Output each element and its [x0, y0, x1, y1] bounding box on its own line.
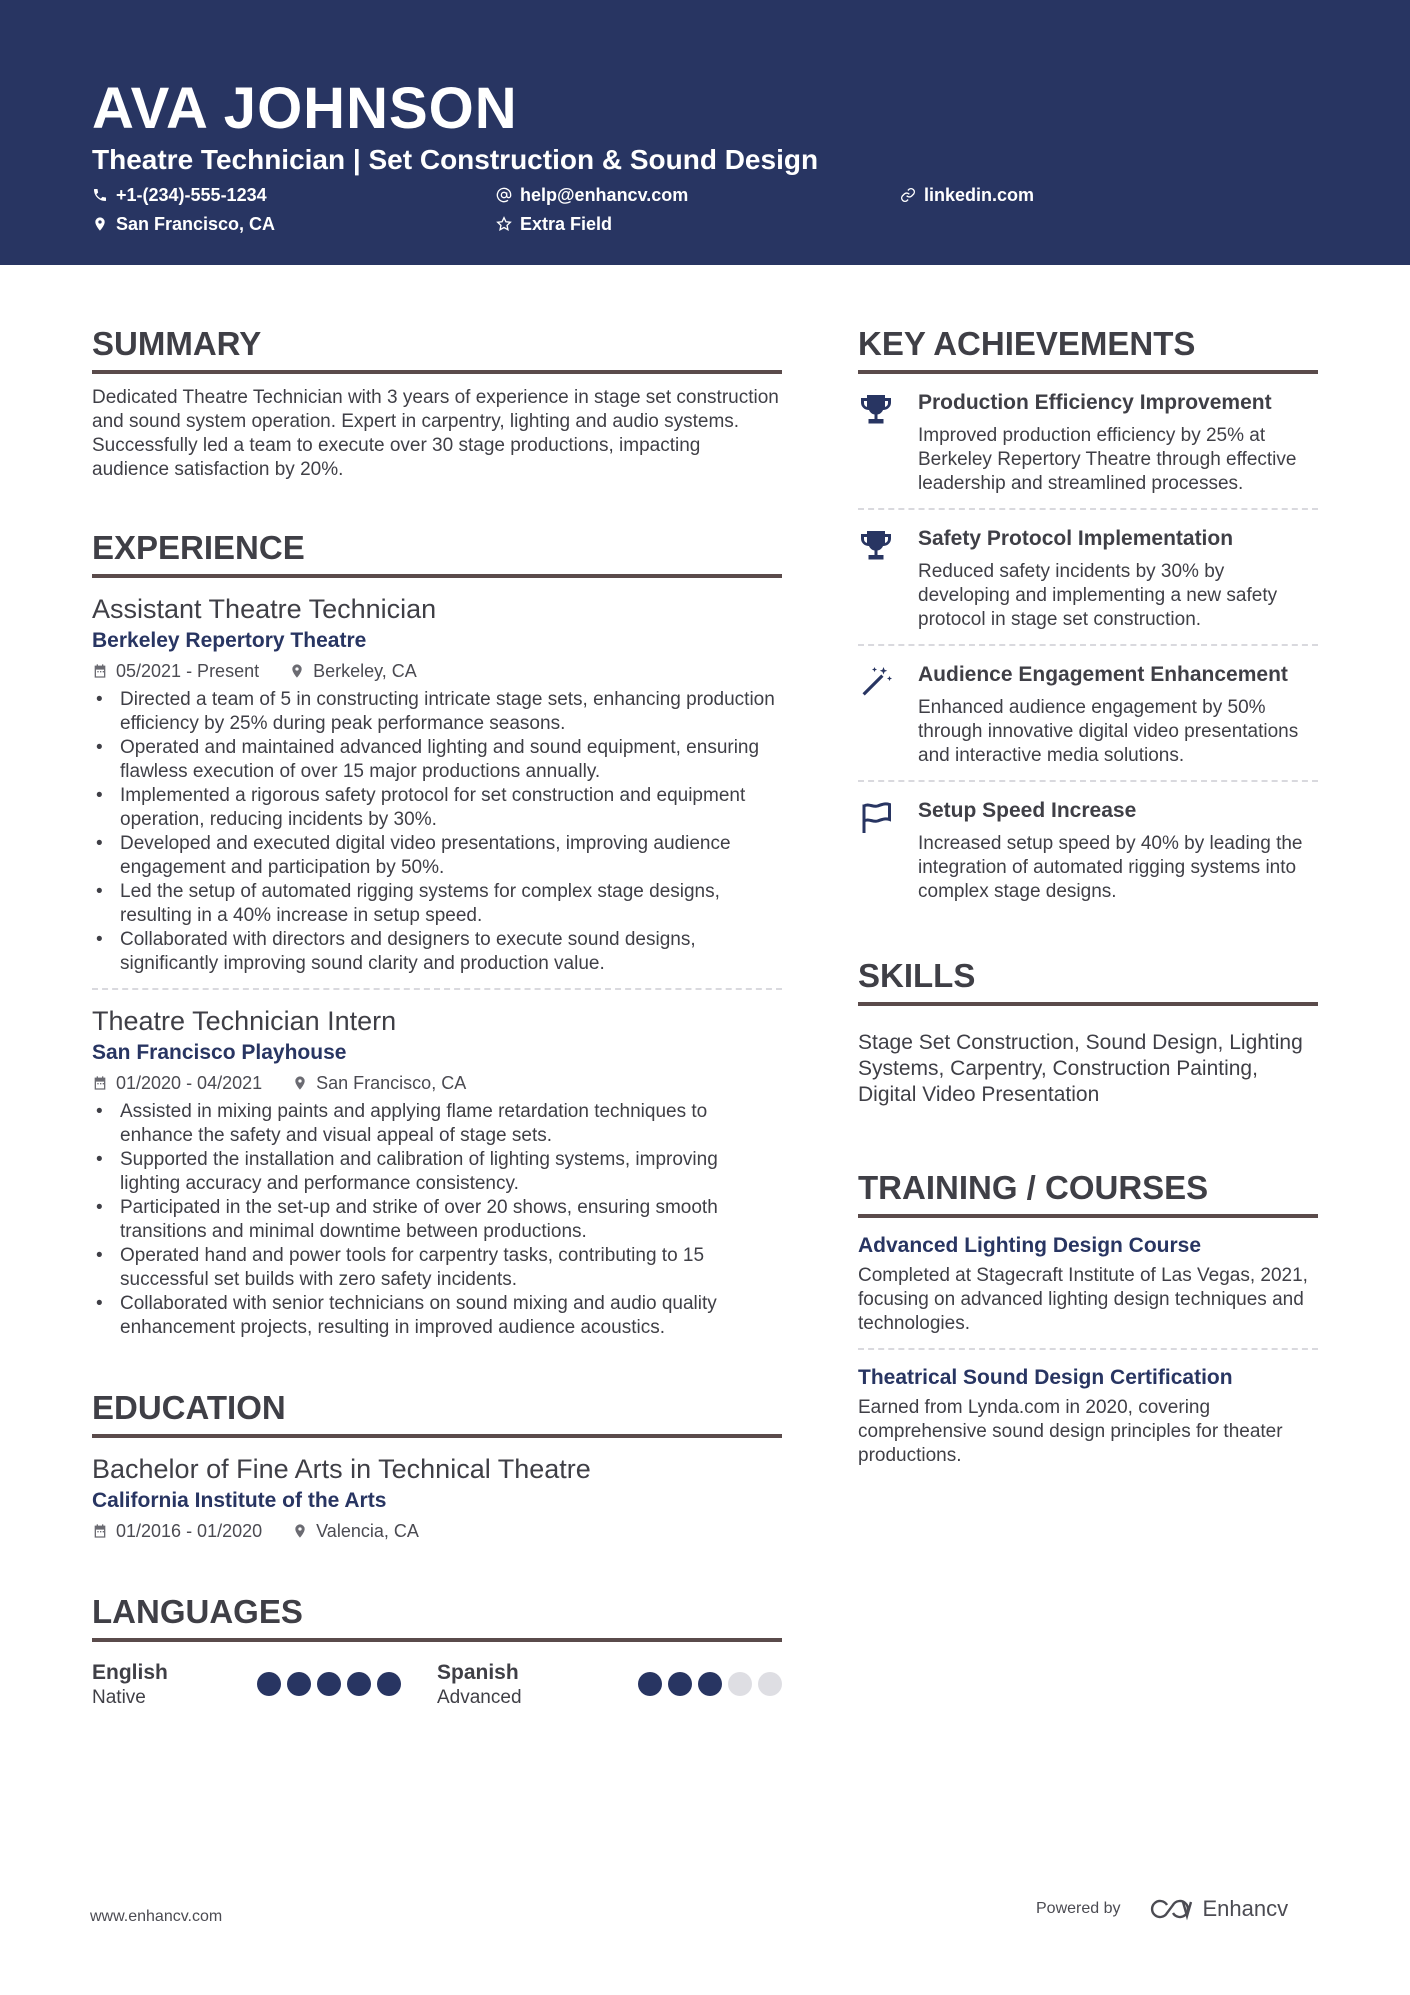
course-title: Advanced Lighting Design Course	[858, 1234, 1202, 1257]
linkedin-text: linkedin.com	[924, 185, 1035, 205]
course-desc: Earned from Lynda.com in 2020, covering comprehensive sound design principles for theater productions.	[858, 1397, 1283, 1466]
job-bullets	[92, 1100, 782, 1340]
course-desc: Completed at Stagecraft Institute of Las Vegas, 2021, focusing on advanced lighting design techniques and technologies.	[858, 1265, 1308, 1334]
achievement-desc: Reduced safety incidents by 30% by developing and implementing a new safety protocol in stage set construction.	[918, 561, 1278, 630]
summary-section	[92, 320, 782, 482]
language-rating	[638, 1660, 782, 1710]
languages-section	[92, 1588, 782, 1710]
summary-text: Dedicated Theatre Technician with 3 years of experience in stage set construction and sound system operation. Expert in carpentry, lighting and audio systems. Successfully led a team to execute over 30 stage productions, impacting audience satisfaction by 20%.	[92, 387, 779, 480]
enhancv-logo-icon	[1147, 1896, 1193, 1922]
contact-phone[interactable]	[92, 183, 267, 207]
rating-dot	[638, 1672, 662, 1696]
summary-heading: SUMMARY	[92, 320, 782, 374]
languages-list	[92, 1660, 782, 1710]
language-name: Spanish	[437, 1661, 519, 1684]
job-bullet: • Participated in the set-up and strike of over 20 shows, ensuring smooth transitions and minimal downtime between productions.	[92, 1196, 782, 1244]
languages-heading: LANGUAGES	[92, 1588, 782, 1642]
location-pin-icon	[292, 1075, 308, 1091]
achievement-title: Audience Engagement Enhancement	[918, 663, 1288, 686]
powered-by-text: Powered by	[1036, 1900, 1121, 1917]
language-name: English	[92, 1661, 168, 1684]
job-meta	[92, 1070, 782, 1096]
job-bullet: • Assisted in mixing paints and applying flame retardation techniques to enhance the safety and visual appeal of stage sets.	[92, 1100, 782, 1148]
job-bullet: • Operated hand and power tools for carpentry tasks, contributing to 15 successful set builds with zero safety incidents.	[92, 1244, 782, 1292]
contact-linkedin[interactable]	[900, 183, 1034, 207]
phone-text: +1-(234)-555-1234	[116, 185, 267, 205]
divider	[92, 988, 782, 990]
job-title: Theatre Technician Intern	[92, 1006, 397, 1036]
job-bullet: • Operated and maintained advanced lighting and sound equipment, ensuring flawless execution of over 15 major productions annually.	[92, 736, 782, 784]
contact-email[interactable]	[496, 183, 688, 207]
job-bullet: • Led the setup of automated rigging systems for complex stage designs, resulting in a 40% increase in setup speed.	[92, 880, 782, 928]
location-pin-icon	[92, 216, 108, 232]
rating-dot	[317, 1672, 341, 1696]
resume-header	[0, 0, 1410, 265]
education-entry	[92, 1452, 782, 1544]
extra-text: Extra Field	[520, 214, 613, 234]
achievements-section	[858, 320, 1318, 916]
school-name: California Institute of the Arts	[92, 1489, 387, 1512]
job-bullet: • Supported the installation and calibration of lighting systems, improving lighting accuracy and performance consistency.	[92, 1148, 782, 1196]
achievement-title: Setup Speed Increase	[918, 799, 1137, 822]
right-column	[858, 320, 1318, 1480]
location-pin-icon	[292, 1523, 308, 1539]
brand-name: Enhancv	[1202, 1896, 1289, 1921]
rating-dot	[347, 1672, 371, 1696]
location-text: San Francisco, CA	[116, 214, 276, 234]
magic-wand-icon	[858, 664, 894, 700]
job-dates: 01/2020 - 04/2021	[116, 1073, 263, 1093]
education-location-text: Valencia, CA	[316, 1521, 419, 1541]
job-location	[289, 658, 417, 684]
training-section	[858, 1164, 1318, 1480]
job-dates: 05/2021 - Present	[116, 661, 260, 681]
language-item	[437, 1660, 782, 1710]
link-icon	[900, 187, 916, 203]
education-meta	[92, 1518, 782, 1544]
education-section	[92, 1384, 782, 1544]
trophy-icon	[858, 528, 894, 564]
trophy-icon	[858, 392, 894, 428]
skills-text: Stage Set Construction, Sound Design, Lighting Systems, Carpentry, Construction Painting, Digital Video Presentation	[858, 1031, 1303, 1106]
company-name: San Francisco Playhouse	[92, 1041, 347, 1064]
calendar-icon	[92, 1523, 108, 1539]
course-title: Theatrical Sound Design Certification	[858, 1366, 1233, 1389]
job-location-text: San Francisco, CA	[316, 1073, 467, 1093]
job-bullet: • Collaborated with senior technicians on sound mixing and audio quality enhancement projects, resulting in improved audience acoustics.	[92, 1292, 782, 1340]
achievement-desc: Enhanced audience engagement by 50% through innovative digital video presentations and interactive media solutions.	[918, 697, 1299, 766]
job-bullet: • Collaborated with directors and designers to execute sound designs, significantly improving sound clarity and production value.	[92, 928, 782, 976]
rating-dot	[287, 1672, 311, 1696]
footer-branding[interactable]	[1036, 1896, 1288, 1922]
job-entry	[92, 1004, 782, 1340]
course-item	[858, 1218, 1318, 1350]
skills-section	[858, 952, 1318, 1108]
rating-dot	[668, 1672, 692, 1696]
brand-logo	[1147, 1896, 1289, 1922]
education-dates: 01/2016 - 01/2020	[116, 1521, 263, 1541]
job-title: Assistant Theatre Technician	[92, 594, 437, 624]
experience-section	[92, 524, 782, 1340]
course-item	[858, 1350, 1318, 1480]
footer-website[interactable]: www.enhancv.com	[90, 1908, 223, 1925]
left-column	[92, 320, 782, 1710]
language-level: Native	[92, 1687, 146, 1708]
job-bullets	[92, 688, 782, 976]
location-pin-icon	[289, 663, 305, 679]
job-bullet: • Directed a team of 5 in constructing intricate stage sets, enhancing production efficiency by 25% during peak performance seasons.	[92, 688, 782, 736]
achievement-title: Safety Protocol Implementation	[918, 527, 1234, 550]
company-name: Berkeley Repertory Theatre	[92, 629, 367, 652]
achievement-item	[858, 782, 1318, 916]
contact-extra	[496, 212, 612, 236]
calendar-icon	[92, 663, 108, 679]
skills-heading: SKILLS	[858, 952, 1318, 1006]
achievement-item	[858, 374, 1318, 510]
flag-icon	[858, 800, 894, 836]
candidate-name: AVA JOHNSON	[92, 76, 518, 141]
calendar-icon	[92, 1075, 108, 1091]
star-icon	[496, 216, 512, 232]
contact-location	[92, 212, 275, 236]
at-icon	[496, 187, 512, 203]
achievement-title: Production Efficiency Improvement	[918, 391, 1272, 414]
language-rating	[257, 1660, 401, 1710]
job-location-text: Berkeley, CA	[313, 661, 417, 681]
language-item	[92, 1660, 437, 1710]
achievements-heading: KEY ACHIEVEMENTS	[858, 320, 1318, 374]
candidate-title: Theatre Technician | Set Construction & Sound Design	[92, 144, 819, 175]
achievement-item	[858, 646, 1318, 782]
job-meta	[92, 658, 782, 684]
job-bullet: • Developed and executed digital video presentations, improving audience engagement and participation by 50%.	[92, 832, 782, 880]
rating-dot	[758, 1672, 782, 1696]
language-level: Advanced	[437, 1687, 522, 1708]
degree-title: Bachelor of Fine Arts in Technical Theatre	[92, 1454, 591, 1484]
phone-icon	[92, 187, 108, 203]
education-location	[292, 1518, 419, 1544]
achievement-item	[858, 510, 1318, 646]
rating-dot	[257, 1672, 281, 1696]
rating-dot	[728, 1672, 752, 1696]
email-text: help@enhancv.com	[520, 185, 689, 205]
experience-heading: EXPERIENCE	[92, 524, 782, 578]
rating-dot	[377, 1672, 401, 1696]
job-entry	[92, 592, 782, 976]
training-heading: TRAINING / COURSES	[858, 1164, 1318, 1218]
education-heading: EDUCATION	[92, 1384, 782, 1438]
achievement-desc: Improved production efficiency by 25% at Berkeley Repertory Theatre through effective leadership and streamlined processes.	[918, 425, 1297, 494]
achievement-desc: Increased setup speed by 40% by leading the integration of automated rigging systems into complex stage designs.	[918, 833, 1303, 902]
job-bullet: • Implemented a rigorous safety protocol for set construction and equipment operation, reducing incidents by 30%.	[92, 784, 782, 832]
rating-dot	[698, 1672, 722, 1696]
job-location	[292, 1070, 466, 1096]
